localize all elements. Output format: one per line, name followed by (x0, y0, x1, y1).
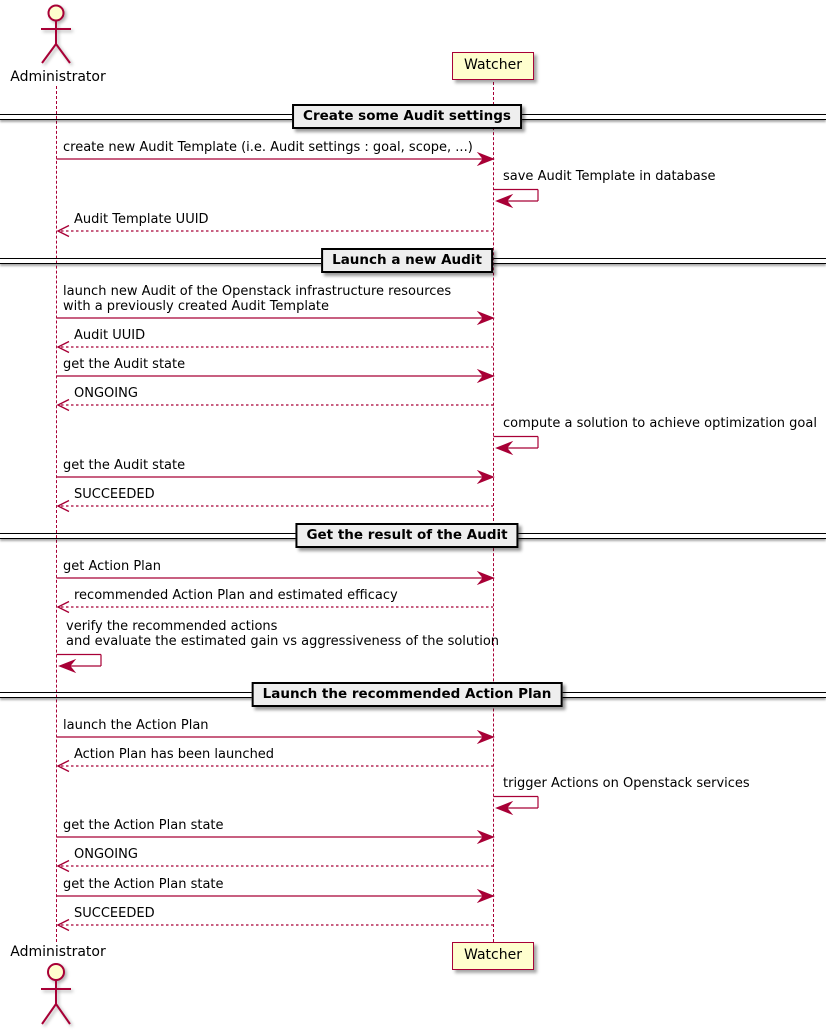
actor-icon (34, 960, 78, 1028)
message-label-line: SUCCEEDED (74, 487, 155, 502)
actor-icon (34, 2, 78, 66)
message-label (63, 877, 224, 892)
message-label-line: get the Action Plan state (63, 877, 224, 892)
message-label-line: create new Audit Template (i.e. Audit settings : goal, scope, ...) (63, 140, 473, 155)
message-label-line: ONGOING (74, 847, 138, 862)
message-label-line: verify the recommended actions (66, 619, 278, 634)
message-label (63, 284, 451, 314)
message-label-line: get the Audit state (63, 357, 186, 372)
message-label (74, 328, 145, 343)
message-label-line: ONGOING (74, 386, 138, 401)
section-divider-label: Get the result of the Audit (295, 523, 518, 548)
participant-box-watcher-bottom: Watcher (452, 942, 534, 970)
message-label (74, 386, 138, 401)
message-label-line: get the Audit state (63, 458, 186, 473)
message-label (74, 747, 274, 762)
section-divider-label: Create some Audit settings (292, 104, 522, 129)
section-divider-label: Launch a new Audit (321, 248, 493, 273)
self-message-label (66, 619, 499, 649)
self-message-arrow (493, 435, 545, 457)
message-label-line: SUCCEEDED (74, 906, 155, 921)
message-label-line: trigger Actions on Openstack services (503, 776, 750, 791)
message-label (74, 847, 138, 862)
participant-box-watcher-top: Watcher (452, 52, 534, 80)
message-label-line: and evaluate the estimated gain vs aggressiveness of the solution (66, 634, 500, 649)
message-label (74, 906, 155, 921)
message-label (63, 818, 224, 833)
message-label (74, 212, 209, 227)
message-label (74, 588, 398, 603)
message-label-line: get Action Plan (63, 559, 161, 574)
self-message-arrow (56, 653, 108, 675)
message-label-line: launch the Action Plan (63, 718, 209, 733)
self-message-arrow (493, 795, 545, 817)
message-label-line: with a previously created Audit Template (63, 299, 330, 314)
self-message-arrow (493, 188, 545, 210)
message-label (74, 487, 155, 502)
message-label-line: compute a solution to achieve optimization goal (503, 416, 817, 431)
actor-label-administrator-bottom: Administrator (10, 944, 106, 960)
lifeline-administrator (56, 86, 57, 942)
message-label-line: Audit UUID (74, 328, 146, 343)
message-label-line: save Audit Template in database (503, 169, 716, 184)
message-label (63, 458, 185, 473)
message-label (63, 718, 209, 733)
message-label-line: Action Plan has been launched (74, 747, 275, 762)
message-label-line: get the Action Plan state (63, 818, 224, 833)
message-label-line: launch new Audit of the Openstack infrastructure resources (63, 284, 452, 299)
self-message-label (503, 416, 817, 431)
message-label-line: recommended Action Plan and estimated efficacy (74, 588, 398, 603)
message-label-line: Audit Template UUID (74, 212, 209, 227)
section-divider-label: Launch the recommended Action Plan (252, 682, 563, 707)
message-label (63, 357, 185, 372)
self-message-label (503, 776, 750, 791)
message-label (63, 559, 161, 574)
self-message-label (503, 169, 716, 184)
actor-label-administrator-top: Administrator (10, 69, 106, 85)
message-label (63, 140, 473, 155)
